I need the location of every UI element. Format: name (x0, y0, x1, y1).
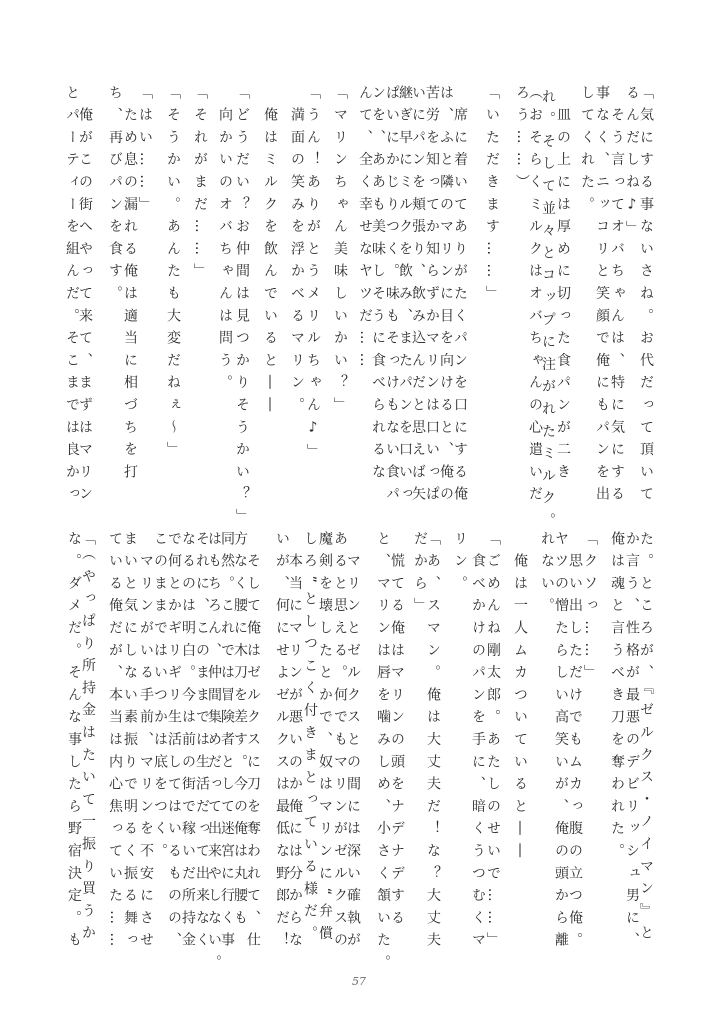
text-column: ため息の漏れる俺は適当に相づちを打 (122, 85, 138, 487)
text-column: 「そうかい。あんたも大変だねぇ～」 (165, 85, 181, 465)
text-column: してくれた。 (579, 85, 595, 219)
text-column: 向かいのオバちゃんは問う。 (217, 85, 233, 398)
text-column: ろう……） (514, 85, 530, 197)
text-column: 同然。これでは冒険者として迷宮に行く事 (219, 531, 235, 955)
text-column: だから」 (412, 531, 428, 621)
text-column: 「（やっぱり所持金はたいて一振り買うか (80, 531, 96, 948)
text-column: ンを、ああも美味しそうに食べられるな (370, 85, 386, 487)
text-column: 俺は魂と言うべき刀を奪われた。 (609, 531, 625, 866)
text-column: それに、このままでは生活だって出来なく (194, 531, 210, 955)
text-column: 満面の笑みを浮かべるマリン。 (289, 85, 305, 420)
text-column: はもちろん、仲間集めだって出来やしない。 (206, 531, 222, 977)
text-column: 本当にマリンが悪いのか俺には分からな (287, 531, 303, 955)
text-column: （おそらくミルクはオバちゃんの心遣いだ (527, 85, 543, 509)
text-column: ヤツの憎たらしい高笑いが、俺の頭から離 (553, 531, 569, 955)
text-column: んて、全く幸せなヤツだ…… (357, 85, 373, 375)
text-column: 「はい……」 (137, 85, 153, 219)
text-column: 俺は一人ムカついていると―― (512, 531, 528, 866)
text-column: まいと気にしない素振りで明るく振る舞っ (122, 531, 138, 955)
text-column: 苦労を知ってか知らずかマリンは口いっぱ (424, 85, 440, 509)
text-column: そう言ってオバちゃんは、特に気にする (609, 85, 625, 509)
text-column: で何とかギリギリ生活してはいるものの、 (166, 531, 182, 955)
upper-text-block (0, 85, 713, 535)
text-column: いが、何にせよゼルクスは最低な野郎だ！ (274, 531, 290, 955)
text-column: 俺はミルクを飲んでいると―― (262, 85, 278, 420)
text-column: 「どうだい？お仲間は見つかりそうかい？」 (234, 85, 250, 531)
text-column: れない。 (539, 531, 555, 621)
text-column: 継ぎ早にミルクを飲み、またパンを口いっ (397, 85, 413, 509)
text-column: と、マリンは唇を噛みしめ、小さく頷いた。 (375, 531, 391, 977)
text-column: 「あ、スマン。俺は大丈夫だ！な？大丈夫 (425, 531, 441, 955)
text-column: 「それがまだ……」 (192, 85, 208, 286)
text-column: 俺がこの街へやって来て、まずはマリン (77, 85, 93, 509)
text-column: 「ごめんね剛太郎。あたしのせいで……」 (485, 531, 501, 955)
text-column: 皿の上には厚めに切った食パンが二き (555, 85, 571, 487)
text-column: な。ダメだ。そんな事したら野宿決定。も (66, 531, 82, 955)
text-column: るんだしね♪」 (624, 85, 640, 244)
text-column: このままではいつかは底をつく。 (152, 531, 168, 866)
text-column: 「クソっ……」 (582, 531, 598, 688)
text-column: 席に着いてありがたくパンを口にする俺 (452, 85, 468, 509)
text-column: 慌てる俺はマリンの頭をナデナデする (389, 531, 405, 933)
text-column: れ。そして並々とコップに注がれたミルク。 (540, 89, 556, 535)
text-column: なるのは明白。今は前の街で稼いだ所持金 (180, 531, 196, 955)
text-column: 思い出しただけでもムカっ腹の立つ俺。 (567, 531, 583, 955)
text-column: そして俺はゼルクスに刀を奪われて、仕 (245, 531, 261, 955)
lower-text-block (0, 531, 713, 977)
text-column: 「マリンちゃん美味しいかい？」 (332, 85, 348, 420)
text-column: あると思える。何でもマリンがゼルクスの (332, 531, 348, 955)
text-column: 「うん！ありがとうメリルちゃん♪」 (305, 85, 321, 467)
text-column: 「いただきます……」 (484, 85, 500, 308)
text-column: 事なく、ニッコリと笑顔で俺にもパンを出 (594, 85, 610, 509)
text-column: マリンとゼルクスとの間には深い確執が (345, 531, 361, 955)
text-column: は、ふと隣のマリンに目を向けると、俺の (438, 85, 454, 509)
text-column: か言う、性格が最悪のデビリッシュ男に、 (624, 531, 640, 955)
text-column: ぱいにかじりつく。味もそっけもない食パ (384, 85, 400, 509)
text-column: ち、再びパンを食す。 (107, 85, 123, 308)
text-column: 食べかけのパンを手に、暗くうつむくマ (470, 531, 486, 955)
text-column: いにパンを頬張り、飲み込んだと思えば矢 (410, 85, 426, 509)
text-column: ている俺だが、本当は内心焦っていた…… (107, 531, 123, 955)
text-column: 魔剣を壊したとかで、奴はマリンに“弁償 (317, 531, 333, 948)
text-column: た。ところが、『ゼルクス・ノイマン』と (638, 531, 654, 948)
text-column: しろ”としつこく付きまとっている様だ。 (302, 531, 318, 948)
text-column: リン。 (452, 531, 468, 598)
text-column: 「気にする事ないさね。お代だって頂いて (638, 85, 654, 509)
page-number: 57 (352, 975, 366, 988)
text-column: とパーティーを組んだ。そこまでは良かっ (64, 85, 80, 509)
text-column: マリンがいる手前、マリンを不安にさせ (138, 531, 154, 955)
text-column: 方なく腰に木刀を差す。今の俺は丸腰も (232, 531, 248, 933)
